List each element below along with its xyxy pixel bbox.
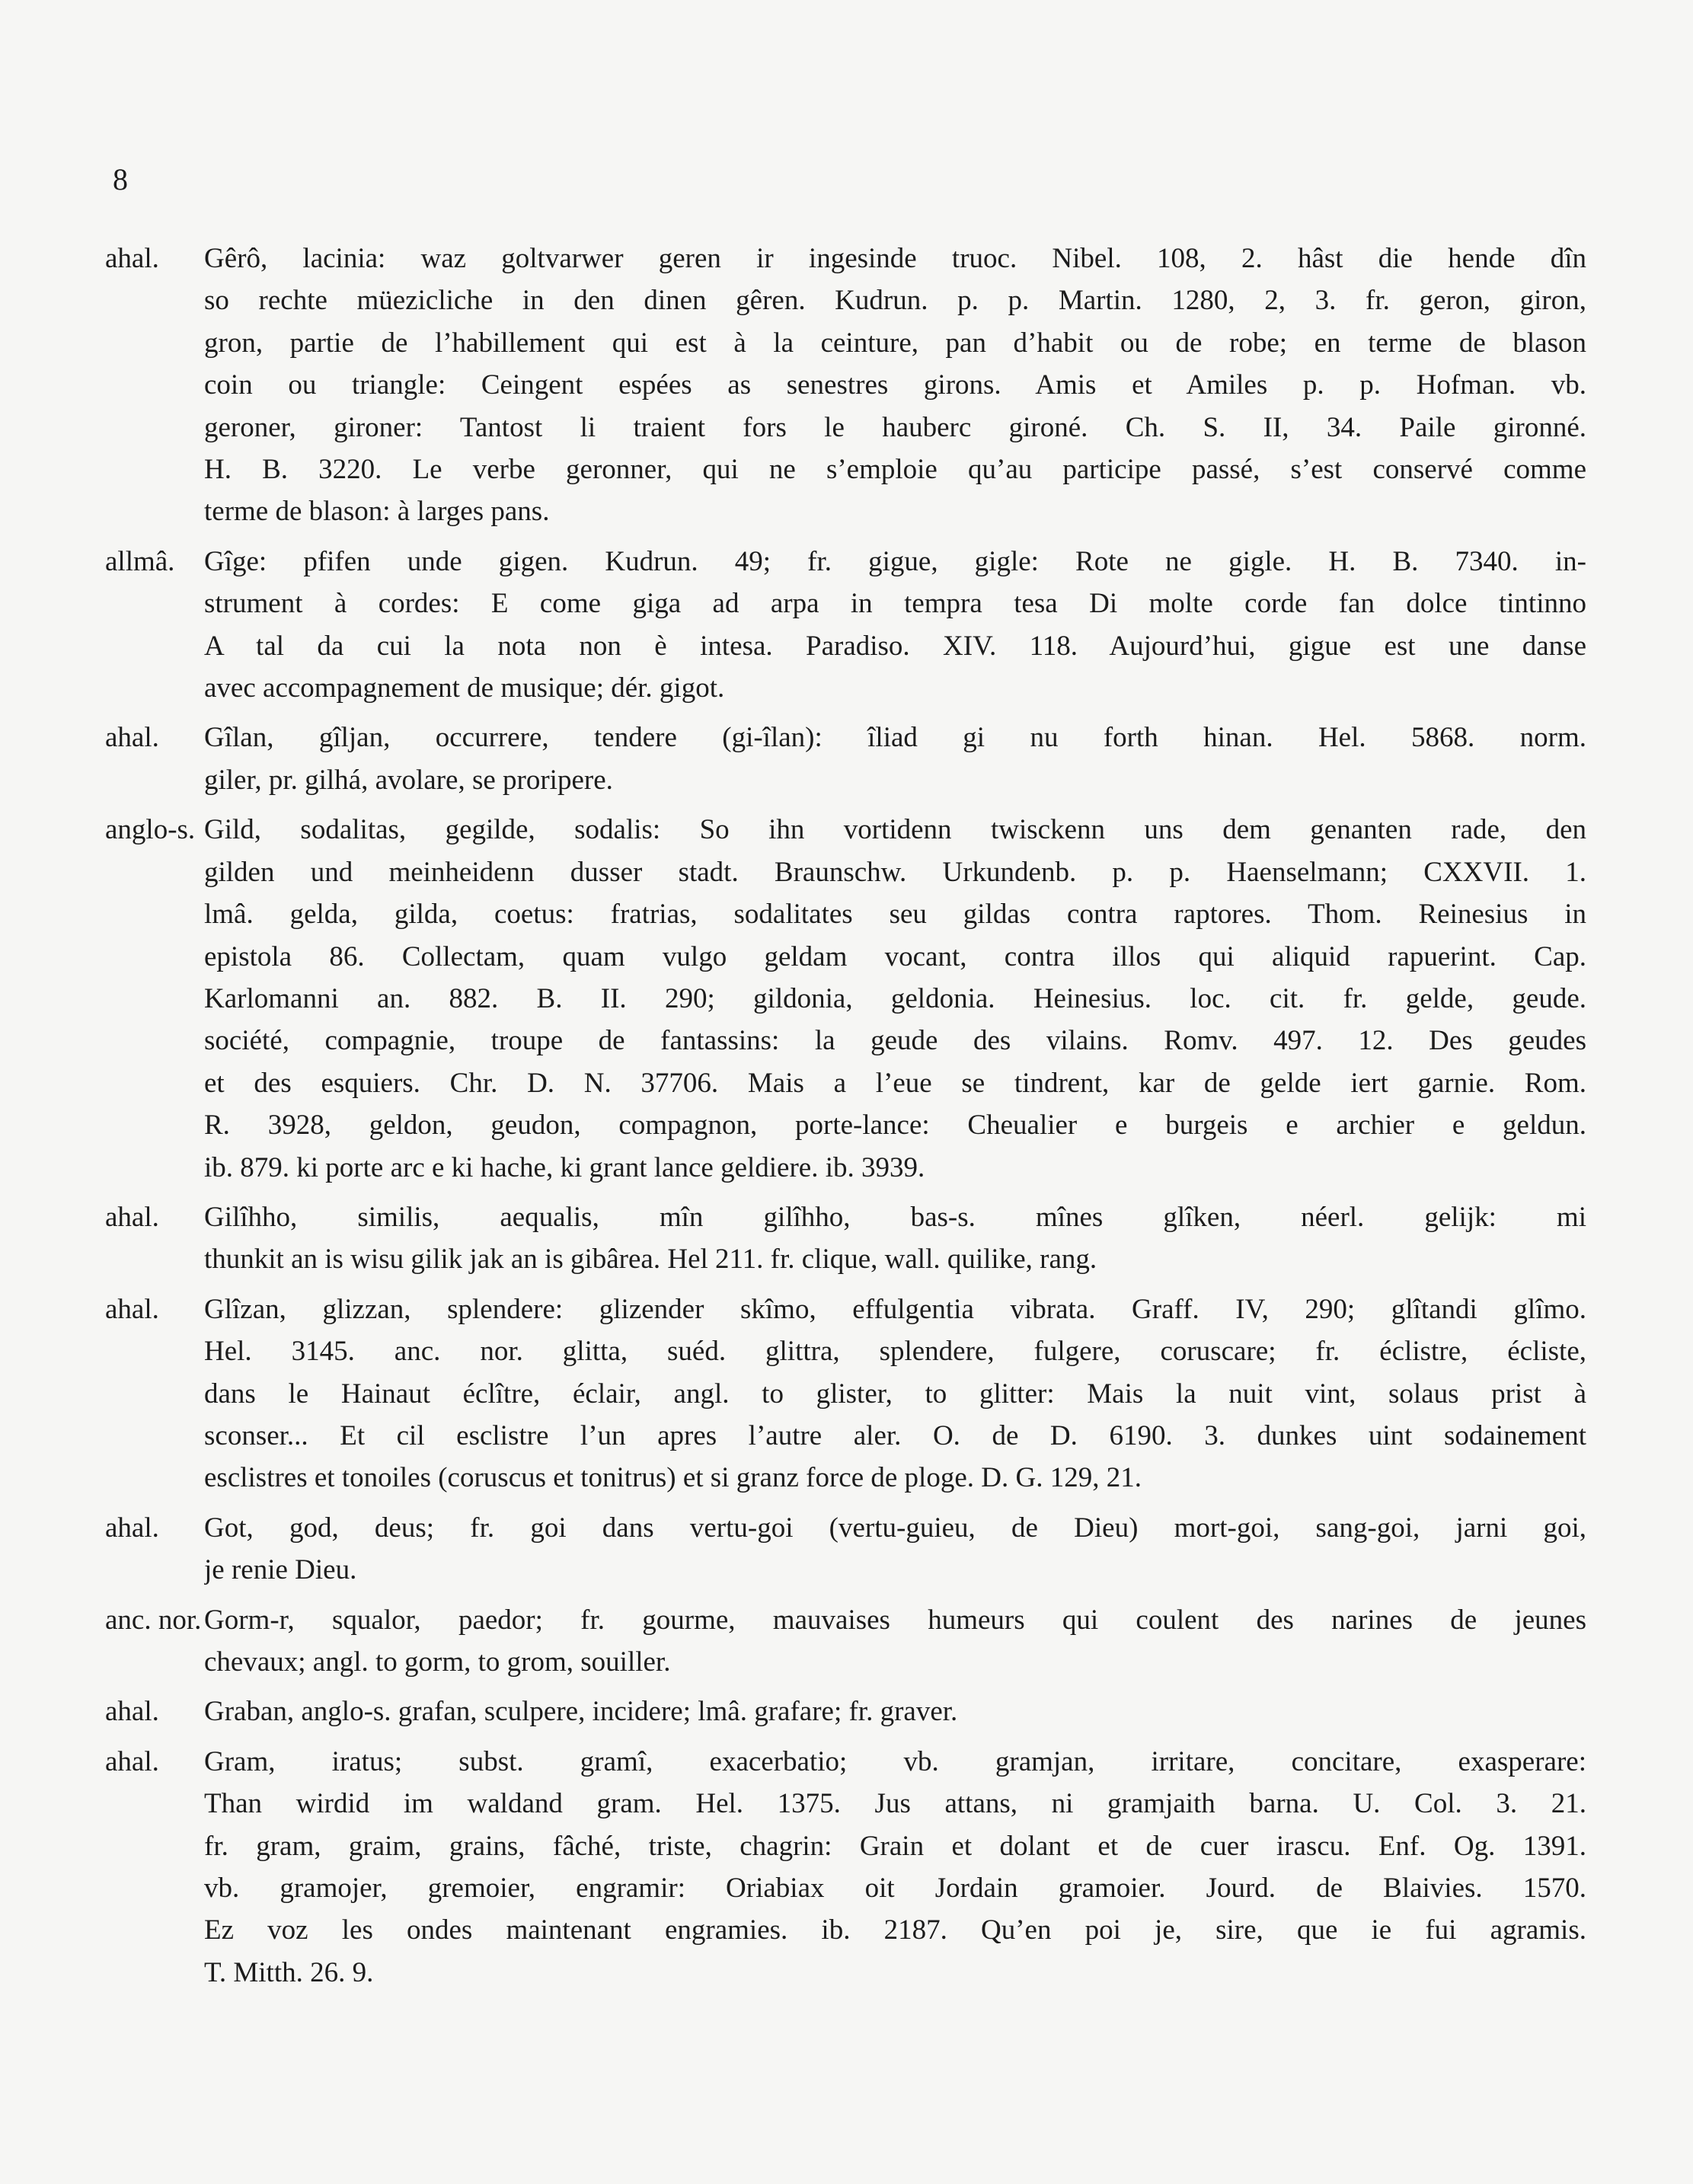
entry-line: esclistres et tonoiles (coruscus et tonitrus) et si granz force de ploge. D. G. 129, 21. <box>204 1462 1142 1494</box>
entry-gige <box>105 541 1586 710</box>
entry-line: coin ou triangle: Ceingent espées as senestres girons. Amis et Amiles p. p. Hofman. vb. <box>204 369 1586 401</box>
entry-line: Graban, anglo-s. grafan, sculpere, incidere; lmâ. grafare; fr. graver. <box>204 1696 958 1728</box>
entry-language-label: ahal. <box>105 1745 159 1777</box>
entry-line: Hel. 3145. anc. nor. glitta, suéd. glittra, splendere, fulgere, coruscare; fr. éclistre, écliste, <box>204 1336 1586 1368</box>
entry-line: Karlomanni an. 882. B. II. 290; gildonia, geldonia. Heinesius. loc. cit. fr. gelde, geude. <box>204 982 1586 1014</box>
entry-language-label: ahal. <box>105 1512 159 1544</box>
entry-line: Gram, iratus; subst. gramî, exacerbatio; vb. gramjan, irritare, concitare, exasperare: <box>204 1745 1586 1777</box>
entry-line: Gîlan, gîljan, occurrere, tendere (gi-îlan): îliad gi nu forth hinan. Hel. 5868. norm. <box>204 722 1586 754</box>
entry-line: Gîge: pfifen unde gigen. Kudrun. 49; fr. gigue, gigle: Rote ne gigle. H. B. 7340. in- <box>204 545 1586 577</box>
entry-body <box>204 1741 1586 1994</box>
entry-gormr <box>105 1599 1586 1684</box>
entry-body <box>204 1196 1586 1281</box>
entry-line: geroner, gironer: Tantost li traient fors le hauberc gironé. Ch. S. II, 34. Paile gironné. <box>204 411 1586 443</box>
entry-gram <box>105 1741 1586 1994</box>
entry-language-label: anc. nor. <box>105 1604 202 1636</box>
entry-language-label: ahal. <box>105 1696 159 1728</box>
entry-line: Gorm-r, squalor, paedor; fr. gourme, mauvaises humeurs qui coulent des narines de jeunes <box>204 1604 1586 1636</box>
entry-line: ib. 879. ki porte arc e ki hache, ki grant lance geldiere. ib. 3939. <box>204 1151 925 1183</box>
entry-line: gron, partie de l’habillement qui est à la ceinture, pan d’habit ou de robe; en terme de blason <box>204 327 1586 359</box>
entry-line: Got, god, deus; fr. goi dans vertu-goi (vertu-guieu, de Dieu) mort-goi, sang-goi, jarni goi, <box>204 1512 1586 1544</box>
entry-line: sconser... Et cil esclistre l’un apres l’autre aler. O. de D. 6190. 3. dunkes uint sodainement <box>204 1419 1586 1451</box>
entry-line: Gild, sodalitas, gegilde, sodalis: So ihn vortidenn twisckenn uns dem genanten rade, den <box>204 814 1586 846</box>
entry-body <box>204 1599 1586 1684</box>
entry-language-label: ahal. <box>105 243 159 274</box>
entry-line: H. B. 3220. Le verbe geronner, qui ne s’emploie qu’au participe passé, s’est conservé comme <box>204 454 1586 486</box>
entry-line: Ez voz les ondes maintenant engramies. ib. 2187. Qu’en poi je, sire, que ie fui agramis. <box>204 1914 1586 1946</box>
entry-line: T. Mitth. 26. 9. <box>204 1956 374 1988</box>
entry-language-label: ahal. <box>105 1201 159 1233</box>
entry-body <box>204 541 1586 710</box>
entry-body <box>204 1288 1586 1499</box>
entry-line: société, compagnie, troupe de fantassins: la geude des vilains. Romv. 497. 12. Des geudes <box>204 1025 1586 1057</box>
entry-line: dans le Hainaut éclître, éclair, angl. to glister, to glitter: Mais la nuit vint, solaus prist à <box>204 1378 1586 1410</box>
entry-line: so rechte müezicliche in den dinen gêren. Kudrun. p. p. Martin. 1280, 2, 3. fr. geron, giron, <box>204 285 1586 317</box>
entry-line: gilden und meinheidenn dusser stadt. Braunschw. Urkundenb. p. p. Haenselmann; CXXVII. 1. <box>204 856 1586 888</box>
entry-line: vb. gramojer, gremoier, engramir: Oriabiax oit Jordain gramoier. Jourd. de Blaivies. 1570. <box>204 1873 1586 1905</box>
entry-line: Than wirdid im waldand gram. Hel. 1375. Jus attans, ni gramjaith barna. U. Col. 3. 21. <box>204 1788 1586 1820</box>
entry-line: epistola 86. Collectam, quam vulgo geldam vocant, contra illos qui aliquid rapuerint. Cap. <box>204 940 1586 972</box>
entry-gild <box>105 809 1586 1189</box>
entry-line: Gêrô, lacinia: waz goltvarwer geren ir ingesinde truoc. Nibel. 108, 2. hâst die hende dîn <box>204 243 1586 274</box>
entry-line: Gilîhho, similis, aequalis, mîn gilîhho, bas-s. mînes glîken, néerl. gelijk: mi <box>204 1201 1586 1233</box>
entry-language-label: ahal. <box>105 1293 159 1325</box>
entry-gilihho <box>105 1196 1586 1281</box>
entry-got <box>105 1507 1586 1592</box>
entry-line: avec accompagnement de musique; dér. gigot. <box>204 672 725 704</box>
entry-gero <box>105 238 1586 533</box>
entry-body <box>204 238 1586 533</box>
entry-language-label: allmâ. <box>105 545 175 577</box>
entry-body <box>204 1507 1586 1592</box>
entry-line: R. 3928, geldon, geudon, compagnon, porte-lance: Cheualier e burgeis e archier e geldun. <box>204 1110 1586 1141</box>
entry-line: terme de blason: à larges pans. <box>204 496 550 528</box>
entry-language-label: ahal. <box>105 722 159 754</box>
entry-body <box>204 809 1586 1189</box>
entry-body <box>204 717 1586 801</box>
entry-graban <box>105 1691 1586 1732</box>
entry-language-label: anglo-s. <box>105 814 196 846</box>
entry-line: chevaux; angl. to gorm, to grom, souiller. <box>204 1646 671 1678</box>
entry-gilan <box>105 717 1586 801</box>
entry-line: A tal da cui la nota non è intesa. Paradiso. XIV. 118. Aujourd’hui, gigue est une danse <box>204 630 1586 662</box>
entry-line: thunkit an is wisu gilik jak an is gibârea. Hel 211. fr. clique, wall. quilike, rang. <box>204 1244 1097 1276</box>
dictionary-entries <box>105 238 1586 2001</box>
entry-line: je renie Dieu. <box>204 1554 357 1586</box>
entry-body <box>204 1691 1586 1732</box>
entry-line: lmâ. gelda, gilda, coetus: fratrias, sodalitates seu gildas contra raptores. Thom. Reinesius in <box>204 899 1586 931</box>
entry-line: fr. gram, graim, grains, fâché, triste, chagrin: Grain et dolant et de cuer irascu. Enf. Og. 1391. <box>204 1830 1586 1862</box>
entry-glizan <box>105 1288 1586 1499</box>
entry-line: et des esquiers. Chr. D. N. 37706. Mais a l’eue se tindrent, kar de gelde iert garnie. Rom. <box>204 1067 1586 1099</box>
entry-line: strument à cordes: E come giga ad arpa in tempra tesa Di molte corde fan dolce tintinno <box>204 588 1586 620</box>
entry-line: Glîzan, glizzan, splendere: glizender skîmo, effulgentia vibrata. Graff. IV, 290; glîtandi glîmo. <box>204 1293 1586 1325</box>
page-number: 8 <box>113 162 128 196</box>
entry-line: giler, pr. gilhá, avolare, se proripere. <box>204 764 613 796</box>
